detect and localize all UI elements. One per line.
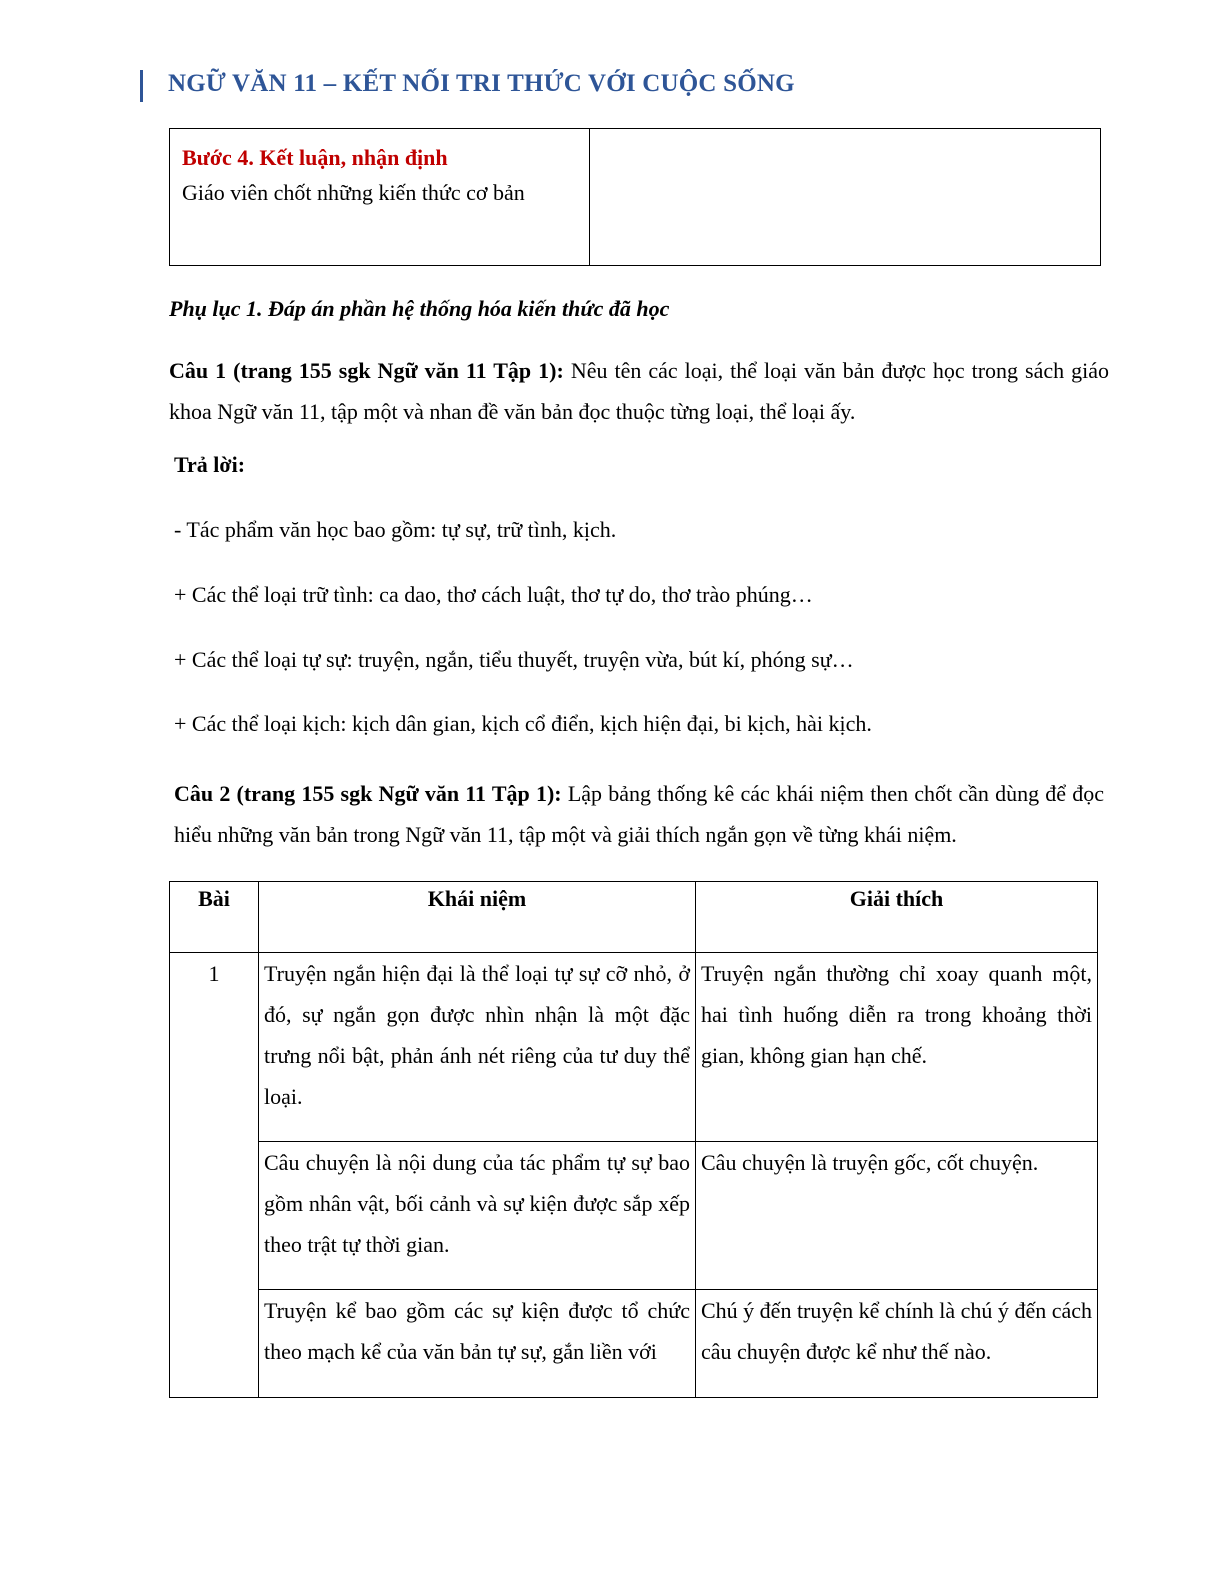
concept-table [169, 881, 1098, 1398]
explanation-cell: Câu chuyện là truyện gốc, cốt chuyện. [696, 1142, 1098, 1290]
step-title: Bước 4. Kết luận, nhận định [182, 145, 448, 170]
table-header-row [170, 882, 1098, 953]
step-table [169, 128, 1101, 266]
answer-line: + Các thể loại tự sự: truyện, ngắn, tiểu thuyết, truyện vừa, bút kí, phóng sự… [174, 647, 854, 672]
concept-cell: Truyện ngắn hiện đại là thể loại tự sự cỡ nhỏ, ở đó, sự ngắn gọn được nhìn nhận là một đặc trưng nổi bật, phản ánh nét riêng của tư duy thể loại. [259, 953, 696, 1142]
step-cell [170, 129, 590, 266]
appendix-title: Phụ lục 1. Đáp án phần hệ thống hóa kiến thức đã học [169, 296, 670, 321]
lesson-cell-continued [170, 1142, 259, 1290]
page-header-title: NGỮ VĂN 11 – KẾT NỐI TRI THỨC VỚI CUỘC SỐNG [168, 70, 795, 97]
concept-cell: Truyện kể bao gồm các sự kiện được tổ chức theo mạch kể của văn bản tự sự, gắn liền với [259, 1290, 696, 1398]
column-header-lesson: Bài [170, 882, 259, 953]
question-1-label: Câu 1 (trang 155 sgk Ngữ văn 11 Tập 1): [169, 358, 564, 383]
concept-cell: Câu chuyện là nội dung của tác phẩm tự sự bao gồm nhân vật, bối cảnh và sự kiện được sắp xếp theo trật tự thời gian. [259, 1142, 696, 1290]
question-2-label: Câu 2 (trang 155 sgk Ngữ văn 11 Tập 1): [174, 781, 562, 806]
answer-line: - Tác phẩm văn học bao gồm: tự sự, trữ tình, kịch. [174, 517, 617, 542]
question-2 [174, 773, 1104, 855]
step-text: Giáo viên chốt những kiến thức cơ bản [182, 180, 525, 205]
table-row [170, 1142, 1098, 1290]
table-row [170, 129, 1101, 266]
question-1 [169, 350, 1109, 432]
question-2-text: Lập bảng thống kê các khái niệm then chốt cần dùng để đọc hiểu những văn bản trong Ngữ văn 11, tập một và giải thích ngắn gọn về từng khái niệm. [174, 781, 1104, 847]
column-header-explanation: Giải thích [696, 882, 1098, 953]
answer-line: + Các thể loại kịch: kịch dân gian, kịch cổ điển, kịch hiện đại, bi kịch, hài kịch. [174, 711, 872, 736]
table-row [170, 1290, 1098, 1398]
explanation-cell: Truyện ngắn thường chỉ xoay quanh một, hai tình huống diễn ra trong khoảng thời gian, không gian hạn chế. [696, 953, 1098, 1142]
step-empty-cell [590, 129, 1101, 266]
explanation-cell: Chú ý đến truyện kể chính là chú ý đến cách câu chuyện được kể như thế nào. [696, 1290, 1098, 1398]
answer-line: + Các thể loại trữ tình: ca dao, thơ cách luật, thơ tự do, thơ trào phúng… [174, 582, 813, 607]
lesson-number: 1 [170, 953, 259, 1142]
column-header-concept: Khái niệm [259, 882, 696, 953]
answer-label: Trả lời: [174, 452, 246, 477]
question-1-text: Nêu tên các loại, thể loại văn bản được học trong sách giáo khoa Ngữ văn 11, tập một và nhan đề văn bản đọc thuộc từng loại, thể loại ấy. [169, 358, 1109, 424]
header-accent-bar [140, 70, 143, 102]
table-row [170, 953, 1098, 1142]
lesson-cell-continued [170, 1290, 259, 1398]
